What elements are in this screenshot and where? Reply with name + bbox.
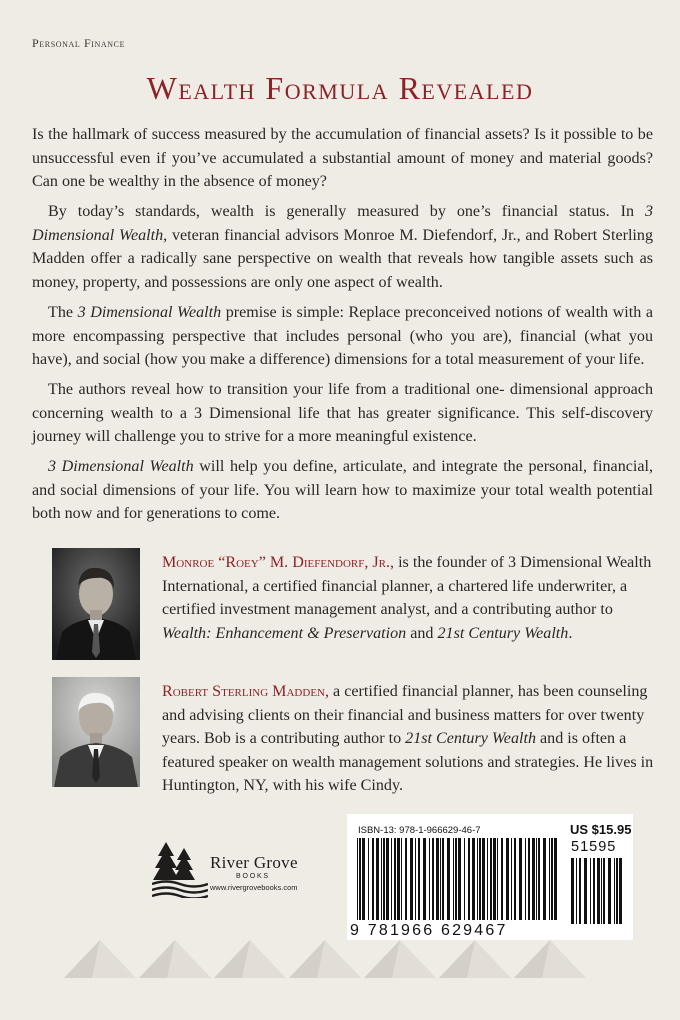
barcode-bar bbox=[410, 838, 413, 920]
author-bio-diefendorf: Monroe “Roey” M. Diefendorf, Jr., is the founder of 3 Dimensional Wealth International, a certified financial planner, a chartered life underwriter, a certified investment management analyst, and a contributing author to Wealth: Enhancement & Preservation and 21st Century Wealth. bbox=[162, 554, 652, 642]
barcode-bar bbox=[429, 838, 430, 920]
paragraph-5: 3 Dimensional Wealth will help you define, articulate, and integrate the personal, financial, and social dimensions of your life. You will learn how to maximize your total wealth potential both now and for generations to come. bbox=[32, 458, 653, 523]
barcode-bar bbox=[405, 838, 407, 920]
barcode-bar bbox=[493, 838, 496, 920]
barcode-bar bbox=[472, 838, 475, 920]
barcode-digits: 9 781966 629467 bbox=[350, 922, 508, 939]
barcode-bar bbox=[458, 838, 461, 920]
pine-trees-logo-icon bbox=[152, 838, 208, 898]
barcode-bar bbox=[386, 838, 389, 920]
barcode-bar bbox=[554, 838, 557, 920]
barcode-bar bbox=[376, 838, 379, 920]
barcode-bar bbox=[440, 838, 441, 920]
barcode-bar bbox=[357, 838, 358, 920]
paragraph-2: By today’s standards, wealth is generally measured by one’s financial status. In 3 Dimensional Wealth, veteran financial advisors Monroe M. Diefendorf, Jr., and Robert Sterling Madden offer a radically sane perspective on wealth that reveals how tangible assets such as money, property, and possessions are only one aspect of wealth. bbox=[32, 203, 653, 291]
barcode-bar bbox=[506, 838, 509, 920]
barcode-bar bbox=[432, 838, 434, 920]
barcode-bar bbox=[447, 838, 450, 920]
barcode-bar bbox=[423, 838, 426, 920]
barcode-bar bbox=[487, 838, 488, 920]
barcode-bar bbox=[519, 838, 522, 920]
barcode-bar bbox=[543, 838, 546, 920]
barcode-bar bbox=[579, 858, 581, 924]
barcode-bar bbox=[511, 838, 512, 920]
barcode-icon bbox=[357, 838, 557, 920]
barcode-bar bbox=[482, 838, 485, 920]
barcode-bar bbox=[415, 838, 416, 920]
barcode-bar bbox=[397, 838, 400, 920]
barcode-bar bbox=[391, 838, 392, 920]
barcode-bar bbox=[394, 838, 396, 920]
author-photo-diefendorf bbox=[52, 548, 140, 660]
paragraph-3: The 3 Dimensional Wealth premise is simple: Replace preconceived notions of wealth with a more encompassing perspective that includes personal (who you are), financial (what you have), and social (how you make a difference) dimensions for a total measurement of your life. bbox=[32, 303, 653, 369]
book-title: Wealth Formula Revealed bbox=[146, 70, 534, 106]
decorative-triangles bbox=[0, 940, 680, 1020]
price-code: 51595 bbox=[571, 839, 617, 855]
barcode-bar bbox=[362, 838, 365, 920]
barcode-bar bbox=[584, 858, 587, 924]
barcode-bar bbox=[383, 838, 385, 920]
price-barcode-icon bbox=[571, 858, 623, 924]
barcode-bar bbox=[571, 858, 574, 924]
barcode-bar bbox=[381, 838, 382, 920]
barcode-bar bbox=[601, 858, 602, 924]
barcode-box bbox=[347, 814, 633, 940]
barcode-bar bbox=[453, 838, 454, 920]
barcode-bar bbox=[418, 838, 420, 920]
author-photo-madden bbox=[52, 677, 140, 787]
barcode-bar bbox=[538, 838, 540, 920]
barcode-bar bbox=[501, 838, 503, 920]
barcode-bar bbox=[497, 838, 498, 920]
barcode-bar bbox=[464, 838, 465, 920]
publisher-url: www.rivergrovebooks.com bbox=[210, 883, 298, 892]
author-bio-madden: Robert Sterling Madden, a certified financial planner, has been counseling and advising clients on their financial and business matters for over twenty years. Bob is a contributing author to 21st Century Wealth and is often a featured speaker on wealth management solutions and strategies. He lives in Huntington, NY, with his wife Cindy. bbox=[162, 683, 654, 795]
barcode-bar bbox=[442, 838, 444, 920]
barcode-bar bbox=[468, 838, 470, 920]
barcode-bar bbox=[593, 858, 595, 924]
barcode-bar bbox=[477, 838, 478, 920]
barcode-bar bbox=[614, 858, 615, 924]
barcode-bar bbox=[532, 838, 535, 920]
paragraph-1: Is the hallmark of success measured by the accumulation of financial assets? Is it possible to be unsuccessful even if you’ve accumulated a substantial amount of money and material goods? Can one be wealthy in the absence of money? bbox=[32, 126, 653, 191]
barcode-bar bbox=[549, 838, 550, 920]
barcode-bar bbox=[536, 838, 537, 920]
description bbox=[32, 123, 653, 532]
isbn-label: ISBN-13: 978-1-966629-46-7 bbox=[358, 825, 481, 836]
publisher-name: River Grove bbox=[210, 853, 298, 872]
barcode-bar bbox=[401, 838, 402, 920]
barcode-bar bbox=[619, 858, 622, 924]
barcode-bar bbox=[525, 838, 526, 920]
barcode-bar bbox=[490, 838, 492, 920]
barcode-bar bbox=[590, 858, 591, 924]
barcode-bar bbox=[514, 838, 516, 920]
barcode-bar bbox=[528, 838, 530, 920]
price: US $15.95 bbox=[570, 822, 632, 837]
barcode-bar bbox=[551, 838, 553, 920]
barcode-bar bbox=[359, 838, 361, 920]
paragraph-4: The authors reveal how to transition your life from a traditional one- dimensional approach concerning wealth to a 3 Dimensional life that has greater significance. This self-discovery journey will challenge you to strive for a more meaningful existence. bbox=[32, 381, 653, 446]
barcode-bar bbox=[479, 838, 481, 920]
barcode-bar bbox=[616, 858, 618, 924]
barcode-bar bbox=[436, 838, 439, 920]
barcode-bar bbox=[603, 858, 605, 924]
barcode-bar bbox=[597, 858, 600, 924]
barcode-bar bbox=[455, 838, 457, 920]
barcode-bar bbox=[368, 838, 369, 920]
barcode-bar bbox=[608, 858, 611, 924]
category-label: Personal Finance bbox=[32, 36, 126, 50]
publisher-sub: BOOKS bbox=[236, 873, 270, 880]
publisher-logo bbox=[152, 838, 328, 898]
barcode-bar bbox=[576, 858, 577, 924]
barcode-bar bbox=[372, 838, 374, 920]
